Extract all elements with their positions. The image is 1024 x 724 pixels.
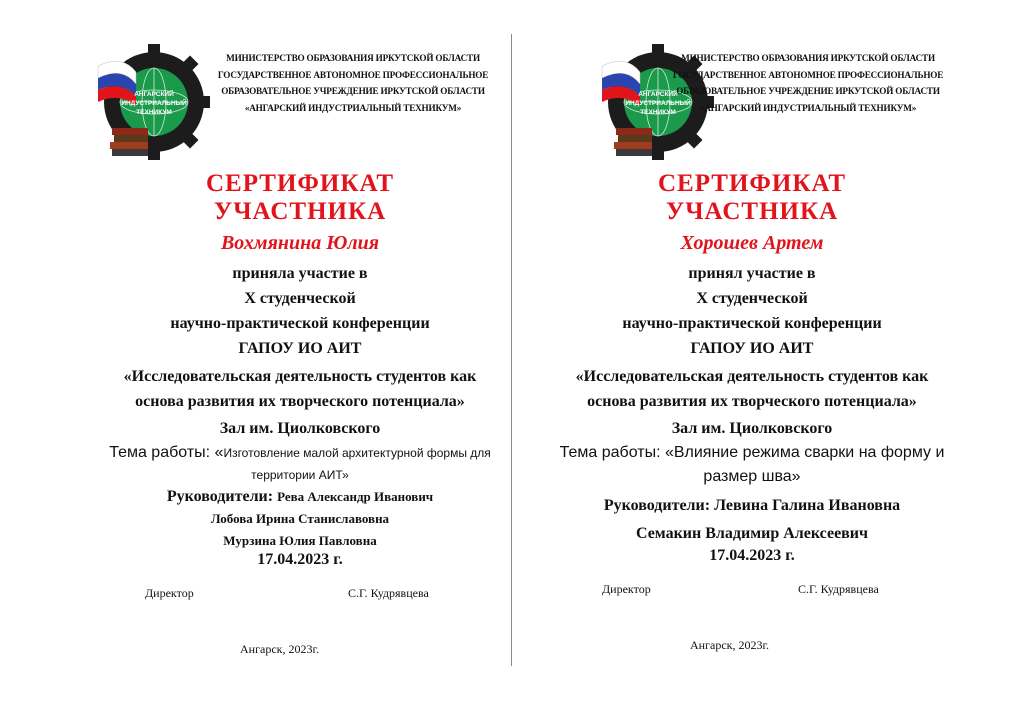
organizer-line: ГАПОУ ИО АИТ [238,340,362,357]
participant-name: Вохмянина Юлия [220,232,380,254]
theme-label: Тема работы: « [109,444,224,461]
svg-text:АНГАРСКИЙ: АНГАРСКИЙ [638,91,678,98]
institution-line: ОБРАЗОВАТЕЛЬНОЕ УЧРЕЖДЕНИЕ ИРКУТСКОЙ ОБЛАСТИ [221,86,485,96]
supervisor-name: Мурзина Юлия Павловна [223,533,377,548]
participant-name: Хорошев Артем [680,232,824,254]
svg-text:ИНДУСТРИАЛЬНЫЙ: ИНДУСТРИАЛЬНЫЙ [625,100,691,107]
institution-line: ОБРАЗОВАТЕЛЬНОЕ УЧРЕЖДЕНИЕ ИРКУТСКОЙ ОБЛАСТИ [676,86,940,96]
certificate-subtitle: УЧАСТНИКА [213,198,387,225]
conference-motto: основа развития их творческого потенциала» [135,393,465,410]
svg-text:АНГАРСКИЙ: АНГАРСКИЙ [134,91,174,98]
ministry-line: МИНИСТЕРСТВО ОБРАЗОВАНИЯ ИРКУТСКОЙ ОБЛАСТИ [681,53,935,63]
ministry-line: МИНИСТЕРСТВО ОБРАЗОВАНИЯ ИРКУТСКОЙ ОБЛАСТИ [226,53,480,63]
work-theme [44,444,556,462]
institution-line: ГОСУДАРСТВЕННОЕ АВТОНОМНОЕ ПРОФЕССИОНАЛЬНОЕ [672,69,944,80]
conference-motto: основа развития их творческого потенциала» [587,393,917,410]
certificate-date: 17.04.2023 г. [709,547,795,564]
supervisor-name: Левина Галина Ивановна [714,497,901,514]
certificate-subtitle: УЧАСТНИКА [665,198,839,225]
conference-line: X студенческой [696,290,808,307]
certificate-right [512,0,1024,724]
theme-text: размер шва» [703,468,801,485]
hall-name: Зал им. Циолковского [671,420,833,437]
theme-text: территории АИТ» [251,468,349,482]
supervisors-label: Руководители: [166,488,274,505]
svg-text:ТЕХНИКУМ: ТЕХНИКУМ [136,109,172,116]
supervisor-name: Семакин Владимир Алексеевич [635,525,869,542]
certificate-body [44,0,556,724]
conference-motto: «Исследовательская деятельность студентов как [575,368,929,385]
theme-label: Тема работы: « [559,444,674,461]
conference-line: научно-практической конференции [622,315,882,332]
supervisors-label: Руководители: [603,497,711,514]
director-name: С.Г. Кудрявцева [798,582,879,596]
work-theme-cont [44,466,556,484]
certificate-title: СЕРТИФИКАТ [657,170,846,197]
supervisor-name: Лобова Ирина Станиславовна [210,511,390,526]
conference-motto: «Исследовательская деятельность студентов как [123,368,477,385]
organizer-line: ГАПОУ ИО АИТ [690,340,814,357]
svg-text:ТЕХНИКУМ: ТЕХНИКУМ [640,109,676,116]
institution-name: «АНГАРСКИЙ ИНДУСТРИАЛЬНЫЙ ТЕХНИКУМ» [244,102,462,113]
city-year: Ангарск, 2023г. [240,642,320,656]
institution-line: ГОСУДАРСТВЕННОЕ АВТОНОМНОЕ ПРОФЕССИОНАЛЬНОЕ [217,69,489,80]
participation-text: приняла участие в [232,265,368,282]
theme-text: Влияние режима сварки на форму и [673,444,945,461]
director-label: Директор [602,582,651,596]
theme-text: Изготовление малой архитектурной формы для [223,446,491,460]
director-label: Директор [145,586,194,600]
certificate-body [496,0,1008,724]
conference-line: научно-практической конференции [170,315,430,332]
work-theme-cont [496,468,1008,486]
hall-name: Зал им. Циолковского [219,420,381,437]
supervisor-name: Рева Александр Иванович [277,489,434,504]
director-name: С.Г. Кудрявцева [348,586,429,600]
certificate-date: 17.04.2023 г. [257,551,343,568]
institution-name: «АНГАРСКИЙ ИНДУСТРИАЛЬНЫЙ ТЕХНИКУМ» [699,102,917,113]
certificate-title: СЕРТИФИКАТ [205,170,394,197]
city-year: Ангарск, 2023г. [690,638,770,652]
participation-text: принял участие в [688,265,816,282]
conference-line: X студенческой [244,290,356,307]
supervisors [496,497,1008,515]
work-theme [496,444,1008,462]
supervisors [44,488,556,506]
svg-text:ИНДУСТРИАЛЬНЫЙ: ИНДУСТРИАЛЬНЫЙ [121,100,187,107]
